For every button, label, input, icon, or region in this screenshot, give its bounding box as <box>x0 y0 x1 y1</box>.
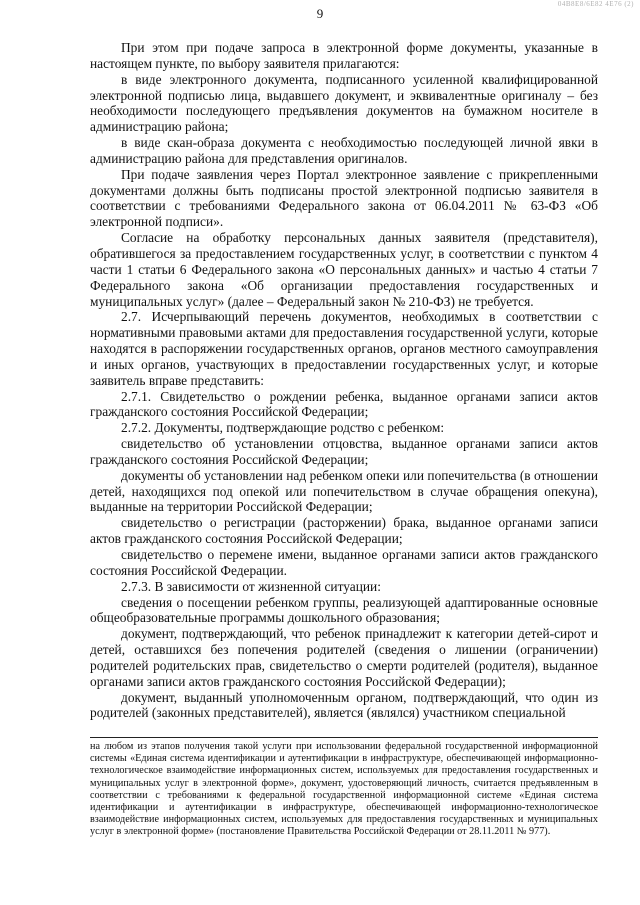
paragraph-personal-data-consent: Согласие на обработку персональных данных заявителя (представителя), обратившегося за предоставлением государственных услуг, в соответствии с пунктом 4 части 1 статьи 6 Федерального закона «О персональных данных» и частью 4 статьи 7 Федерального закона «Об организации предоставления государственных и муниципальных услуг» (далее – Федеральный закон № 210-ФЗ) не требуется. <box>90 230 598 309</box>
paragraph-orphan-status-document: документ, подтверждающий, что ребенок принадлежит к категории детей-сирот и детей, оставшихся без попечения родителей (сведения о лишении (ограничении) родителей родительских прав, свидетельство о смерти родителей (родителя), выданное органами записи актов гражданского состояния Российской Федерации); <box>90 626 598 689</box>
main-text-body <box>90 40 598 721</box>
paragraph-group-attendance: сведения о посещении ребенком группы, реализующей адаптированные основные общеобразовательные программы дошкольного образования; <box>90 594 598 626</box>
paragraph-section-2-7-1: 2.7.1. Свидетельство о рождении ребенка, выданное органами записи актов гражданского состояния Российской Федерации; <box>90 388 598 420</box>
paragraph-section-2-7-3: 2.7.3. В зависимости от жизненной ситуации: <box>121 578 381 594</box>
paragraph-paternity-certificate: свидетельство об установлении отцовства, выданное органами записи актов гражданского состояния Российской Федерации; <box>90 436 598 467</box>
paragraph-scan-option: в виде скан-образа документа с необходимостью последующей личной явки в администрацию района для представления оригиналов. <box>90 135 598 166</box>
paragraph-electronic-submission: При этом при подаче запроса в электронной форме документы, указанные в настоящем пункте, по выбору заявителя прилагаются: <box>90 40 598 71</box>
paragraph-guardianship-documents: документы об установлении над ребенком опеки или попечительства (в отношении детей, находящихся под опекой или попечительством в случае обращения опекуна), выданные на территории Российской Федерации; <box>90 467 598 515</box>
paragraph-name-change-certificate: свидетельство о перемене имени, выданное органами записи актов гражданского состояния Российской Федерации. <box>90 547 598 578</box>
page-number: 9 <box>316 6 324 21</box>
paragraph-special-operation-document: документ, выданный уполномоченным органом, подтверждающий, что один из родителей (законных представителей), является (являлся) участником специальной <box>90 689 598 721</box>
paragraph-portal-signature: При подаче заявления через Портал электронное заявление с прикрепленными документами должны быть подписаны простой электронной подписью заявителя в соответствии с требованиями Федерального закона от 06.04.2011 № 63-ФЗ «Об электронной подписи». <box>90 166 598 230</box>
footnote-divider <box>90 737 598 738</box>
document-code-mark: 04B8E8/6E82 4E76 (2) <box>557 0 634 8</box>
footnote <box>90 741 598 839</box>
footnote-text: на любом из этапов получения такой услуги при использовании федеральной государственной информационной системы «Единая система идентификации и аутентификации в инфраструктуре, обеспечивающей информационно-технологическое взаимодействие информационных систем, используемых для предоставления государственных и муниципальных услуг в электронной форме», документ, удостоверяющий личность, считается предъявленным в соответствии с требованиями к федеральной государственной информационной системе «Единая система идентификации и аутентификации в инфраструктуре, обеспечивающей информационно-технологическое взаимодействие информационных систем, используемых для предоставления государственных и муниципальных услуг в электронной форме» (постановление Правительства Российской Федерации от 28.11.2011 № 977). <box>90 741 598 838</box>
paragraph-electronic-document-option: в виде электронного документа, подписанного усиленной квалифицированной электронной подписью лица, выдавшего документ, и эквивалентные оригиналу – без необходимости последующего предъявления документов на бумажном носителе в администрацию района; <box>90 71 598 135</box>
paragraph-section-2-7-2: 2.7.2. Документы, подтверждающие родство с ребенком: <box>121 420 445 436</box>
paragraph-section-2-7: 2.7. Исчерпывающий перечень документов, необходимых в соответствии с нормативными правовыми актами для предоставления государственной услуги, которые находятся в распоряжении государственных органов, органов местного самоуправления и иных органов, участвующих в предоставлении государственных услуг, и которые заявитель вправе представить: <box>90 309 598 388</box>
paragraph-marriage-certificate: свидетельство о регистрации (расторжении) брака, выданное органами записи актов гражданского состояния Российской Федерации; <box>90 515 598 547</box>
